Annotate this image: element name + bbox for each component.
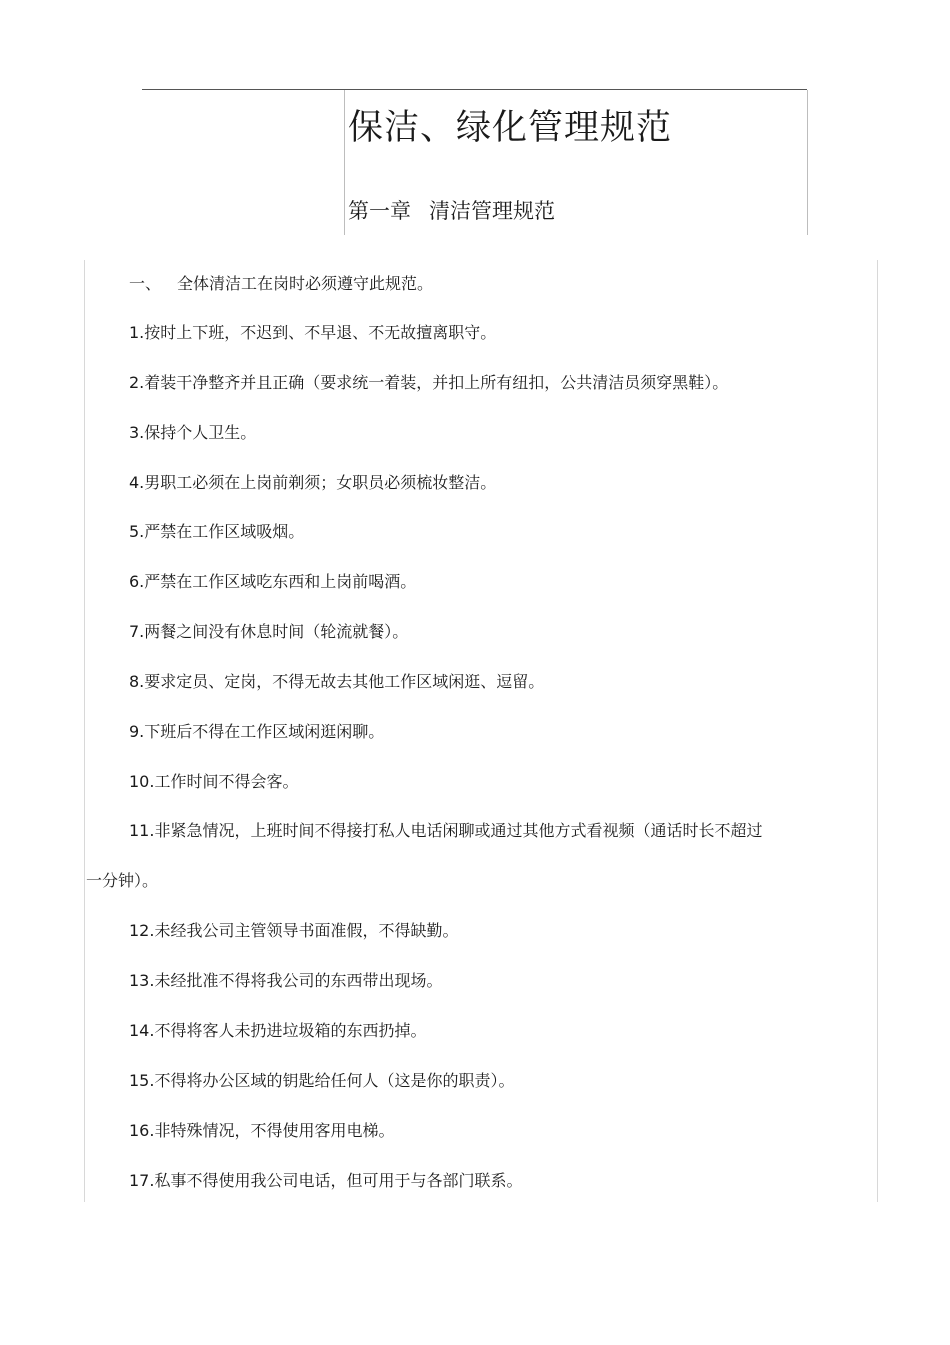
rule-item: 4.男职工必须在上岗前剃须；女职员必须梳妆整洁。 (129, 473, 497, 492)
rule-item: 17.私事不得使用我公司电话，但可用于与各部门联系。 (129, 1171, 523, 1190)
rule-item: 5.严禁在工作区域吸烟。 (129, 522, 305, 541)
rule-item: 14.不得将客人未扔进垃圾箱的东西扔掉。 (129, 1021, 427, 1040)
intro-text: 全体清洁工在岗时必须遵守此规范。 (177, 274, 434, 293)
rule-item: 9.下班后不得在工作区域闲逛闲聊。 (129, 722, 385, 741)
rule-item: 8.要求定员、定岗，不得无故去其他工作区域闲逛、逗留。 (129, 672, 545, 691)
rule-item: 2.着装干净整齐并且正确（要求统一着装，并扣上所有纽扣，公共清洁员须穿黑鞋）。 (129, 373, 729, 392)
rule-item: 13.未经批准不得将我公司的东西带出现场。 (129, 971, 443, 990)
rule-item: 12.未经我公司主管领导书面准假，不得缺勤。 (129, 921, 459, 940)
rule-item: 6.严禁在工作区域吃东西和上岗前喝酒。 (129, 572, 417, 591)
rule-item: 10.工作时间不得会客。 (129, 772, 299, 791)
chapter-name: 清洁管理规范 (429, 199, 555, 223)
intro-paragraph (129, 273, 433, 295)
chapter-number: 第一章 (348, 199, 411, 223)
chapter-heading (348, 197, 555, 225)
rule-item-continuation: 一分钟）。 (86, 871, 159, 890)
rule-item: 1.按时上下班，不迟到、不早退、不无故擅离职守。 (129, 323, 497, 342)
rule-item: 16.非特殊情况，不得使用客用电梯。 (129, 1121, 395, 1140)
rule-item: 7.两餐之间没有休息时间（轮流就餐）。 (129, 622, 409, 641)
intro-marker: 一、 (129, 274, 162, 293)
rule-item: 3.保持个人卫生。 (129, 423, 257, 442)
rule-item: 11.非紧急情况，上班时间不得接打私人电话闲聊或通过其他方式看视频（通话时长不超过 (129, 821, 763, 840)
document-title: 保洁、绿化管理规范 (348, 108, 673, 148)
rule-item: 15.不得将办公区域的钥匙给任何人（这是你的职责）。 (129, 1071, 515, 1090)
